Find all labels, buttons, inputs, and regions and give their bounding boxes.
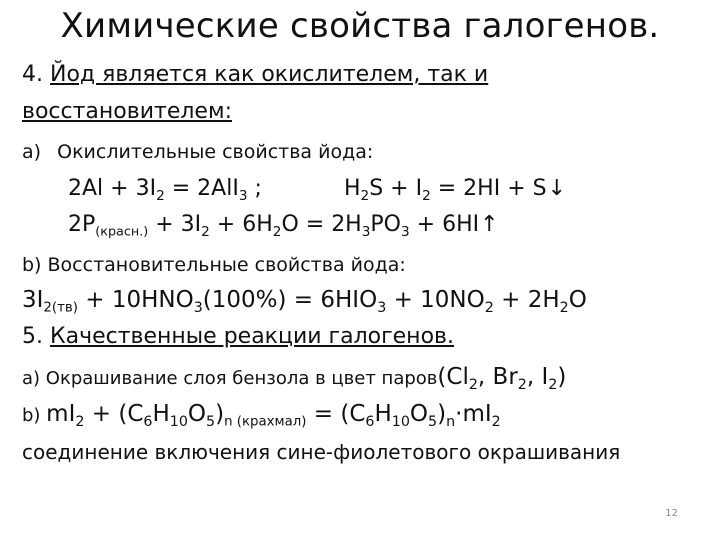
down-arrow-icon: ↓ <box>547 176 567 201</box>
eq4-sub: 2(тв) <box>43 300 78 316</box>
eq4-part: + 2H <box>493 287 560 313</box>
part-a-heading <box>22 141 373 163</box>
item-b-sub: 10 <box>169 413 188 430</box>
item-b-part: O <box>409 401 429 427</box>
item-a-text: а) Окрашивание слоя бензола в цвет паров <box>22 368 438 389</box>
eq2-part: H <box>344 176 361 201</box>
section-4-line2-row <box>22 99 232 124</box>
eq3-sub: 3 <box>401 223 410 240</box>
item-b-part: H <box>152 401 170 427</box>
item-a-formula-part: , I <box>526 364 549 390</box>
equation-1 <box>68 176 262 204</box>
eq4-part: O <box>568 287 587 313</box>
eq4-sub: 2 <box>559 299 569 316</box>
item-b-sub: n (крахмал) <box>224 414 307 430</box>
slide-title: Химические свойства галогенов. <box>60 6 660 46</box>
eq3-sub: 2 <box>201 223 210 240</box>
eq4-part: 3I <box>22 287 44 313</box>
item-b-part: ) <box>437 401 447 427</box>
eq4-sub: 3 <box>193 299 203 316</box>
item-b-sub: 10 <box>391 413 410 430</box>
eq3-part: O = 2H <box>281 212 362 237</box>
eq2-sub: 2 <box>360 187 370 204</box>
item-b-sub: n <box>446 413 456 430</box>
item-b-part: ·mI <box>455 401 492 427</box>
eq1-sub: 2 <box>156 187 165 204</box>
item-a-sub: 2 <box>468 376 478 393</box>
eq4-sub: 2 <box>484 299 494 316</box>
item-b-sub: 2 <box>75 413 85 430</box>
item-b-part: O <box>187 401 207 427</box>
section-4-line1: Йод является как окислителем, так и <box>49 62 489 87</box>
item-b-sub: 5 <box>206 413 216 430</box>
item-a-row <box>22 364 567 393</box>
section-5-text: Качественные реакции галогенов. <box>49 324 454 349</box>
eq3-part: PO <box>370 212 401 237</box>
eq4-part: + 10HNO <box>77 287 194 313</box>
eq4-part: + 10NO <box>386 287 485 313</box>
item-b-part: H <box>374 401 392 427</box>
section-4-heading <box>22 62 488 87</box>
item-a-formula-part: (Cl <box>437 364 469 390</box>
part-a-text: Окислительные свойства йода: <box>57 141 374 163</box>
section-5-heading <box>22 324 454 349</box>
equation-3 <box>68 212 499 240</box>
page-number: 12 <box>665 508 678 519</box>
eq3-part: + 6H <box>209 212 273 237</box>
item-b-sub: 5 <box>428 413 438 430</box>
item-b-sub: 2 <box>491 413 501 430</box>
eq4-sub: 3 <box>377 299 387 316</box>
eq1-part: = 2AlI <box>164 176 239 201</box>
part-b-heading <box>22 254 406 276</box>
item-a-formula-part: , Br <box>477 364 518 390</box>
eq3-sub: (красн.) <box>95 224 149 240</box>
item-b-label: b) <box>22 405 47 426</box>
item-a-sub: 2 <box>548 376 558 393</box>
item-b-row <box>22 401 501 430</box>
section-5-number: 5. <box>22 324 50 349</box>
item-b-sub: 6 <box>143 413 153 430</box>
section-4-number: 4. <box>22 62 50 87</box>
item-a-formula-part: ) <box>557 364 567 390</box>
up-arrow-icon: ↑ <box>480 212 499 237</box>
item-b-part: mI <box>46 401 76 427</box>
eq3-part: 2P <box>68 212 96 237</box>
part-a-label: а) <box>22 141 42 163</box>
item-b-part: = (C <box>306 401 366 427</box>
equation-4 <box>22 287 587 316</box>
section-4-line2: восстановителем: <box>22 99 232 124</box>
conclusion-text: соединение включения сине-фиолетового окрашивания <box>22 440 621 464</box>
item-b-part: ) <box>215 401 225 427</box>
eq3-part: + 3I <box>148 212 202 237</box>
item-b-sub: 6 <box>365 413 375 430</box>
eq1-part: 2Al + 3I <box>68 176 157 201</box>
eq1-sub: 3 <box>238 187 248 204</box>
part-b-text: b) Восстановительные свойства йода: <box>22 254 406 276</box>
item-b-part: + (C <box>84 401 144 427</box>
item-a-sub: 2 <box>517 376 527 393</box>
eq2-part: S + I <box>369 176 423 201</box>
eq2-sub: 2 <box>422 187 431 204</box>
eq3-part: + 6HI <box>409 212 480 237</box>
eq3-sub: 2 <box>272 223 282 240</box>
eq3-sub: 3 <box>361 223 371 240</box>
equation-2 <box>344 176 567 204</box>
eq2-part: = 2HI + S <box>430 176 547 201</box>
eq1-part: ; <box>247 176 262 201</box>
eq4-part: (100%) = 6HIO <box>202 287 378 313</box>
